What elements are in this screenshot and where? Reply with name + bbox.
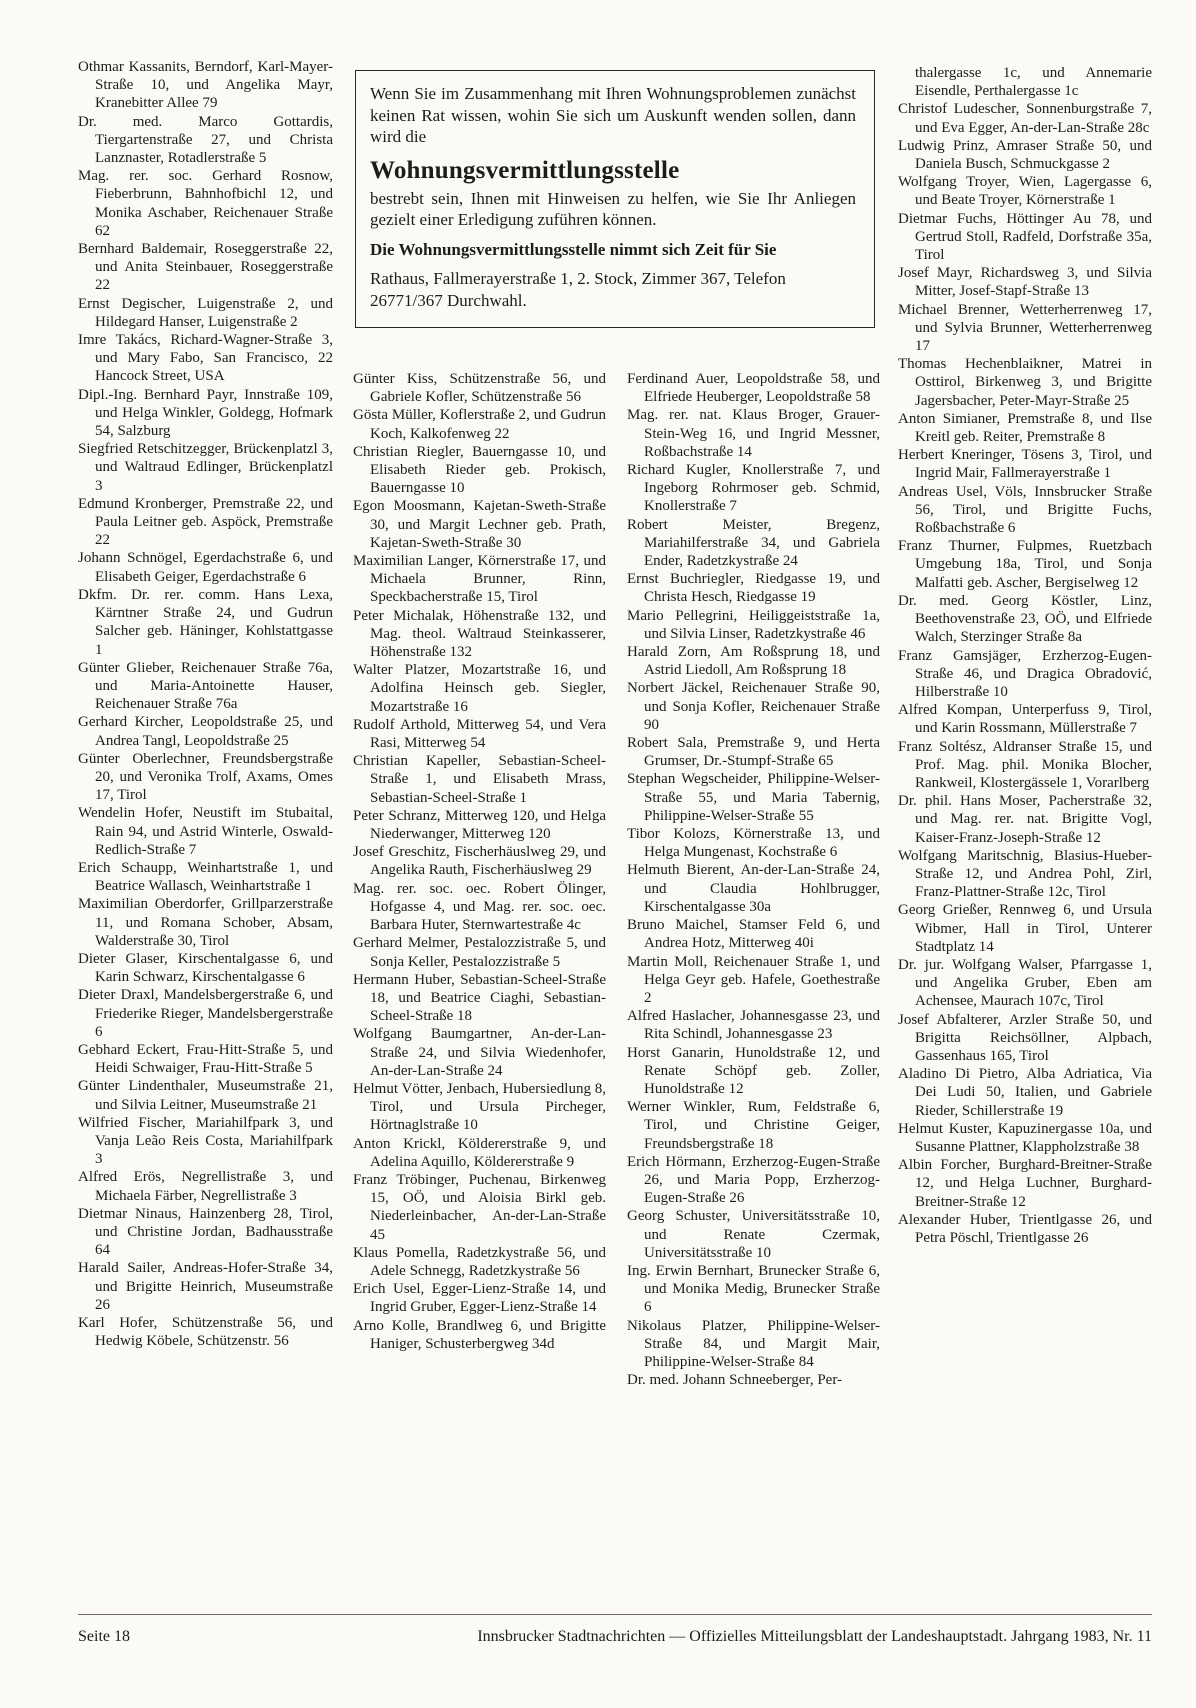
page-number: Seite 18 [78, 1628, 130, 1645]
marriage-entry: Dr. med. Georg Köstler, Linz, Beethovenstraße 23, OÖ, und Elfriede Walch, Sterzinger Straße 8a [898, 592, 1152, 646]
marriage-entry: Erich Usel, Egger-Lienz-Straße 14, und Ingrid Gruber, Egger-Lienz-Straße 14 [353, 1281, 606, 1316]
marriage-entry: Peter Michalak, Höhenstraße 132, und Mag. theol. Waltraud Steinkasserer, Höhenstraße 132 [353, 607, 606, 661]
footer-rule [78, 1614, 1152, 1615]
page-footer [78, 1628, 1152, 1646]
marriage-entry: Dietmar Fuchs, Höttinger Au 78, und Gertrud Stoll, Radfeld, Dorfstraße 35a, Tirol [898, 210, 1152, 264]
marriage-entry: Maximilian Oberdorfer, Grillparzerstraße 11, und Romana Schober, Absam, Walderstraße 30, Tirol [78, 896, 333, 949]
column-2 [353, 370, 606, 1353]
marriage-entry: Ludwig Prinz, Amraser Straße 50, und Daniela Busch, Schmuckgasse 2 [898, 137, 1152, 173]
marriage-entry: Mario Pellegrini, Heiliggeiststraße 1a, und Silvia Linser, Radetzkystraße 46 [627, 607, 880, 642]
marriage-entry: Christian Kapeller, Sebastian-Scheel-Straße 1, und Elisabeth Mrass, Sebastian-Scheel-Straße 1 [353, 753, 606, 806]
notice-body: bestrebt sein, Ihnen mit Hinweisen zu helfen, wie Sie Ihr Anliegen gezielt einer Erledigung zuführen können. [370, 188, 856, 229]
marriage-entry: Bruno Maichel, Stamser Feld 6, und Andrea Hotz, Mitterweg 40i [627, 917, 880, 952]
marriage-entry: Ernst Degischer, Luigenstraße 2, und Hildegard Hanser, Luigenstraße 2 [78, 295, 333, 330]
marriage-entry: Peter Schranz, Mitterweg 120, und Helga Niederwanger, Mitterweg 120 [353, 807, 606, 843]
marriage-entry: Dr. phil. Hans Moser, Pacherstraße 32, und Mag. rer. nat. Brigitte Vogl, Kaiser-Franz-Joseph-Straße 12 [898, 793, 1152, 846]
column-4 [898, 64, 1152, 1247]
marriage-entry: Rudolf Arthold, Mitterweg 54, und Vera Rasi, Mitterweg 54 [353, 716, 606, 752]
marriage-entry: Maximilian Langer, Körnerstraße 17, und Michaela Brunner, Rinn, Speckbacherstraße 15, Tirol [353, 553, 606, 606]
marriage-entry: Mag. rer. soc. Gerhard Rosnow, Fieberbrunn, Bahnhofbichl 12, und Monika Aschaber, Reichenauer Straße 62 [78, 168, 333, 239]
marriage-entry: Dr. med. Johann Schneeberger, Per- [627, 1372, 843, 1389]
marriage-entry: Josef Abfalterer, Arzler Straße 50, und Brigitta Reichsöllner, Alpbach, Gassenhaus 165, Tirol [898, 1011, 1152, 1064]
marriage-entry: Othmar Kassanits, Berndorf, Karl-Mayer-Straße 10, und Angelika Mayr, Kranebitter Allee 79 [78, 59, 333, 112]
marriage-entry: Gebhard Eckert, Frau-Hitt-Straße 5, und Heidi Schwaiger, Frau-Hitt-Straße 5 [78, 1041, 333, 1077]
notice-intro: Wenn Sie im Zusammenhang mit Ihren Wohnungsproblemen zunächst keinen Rat wissen, wohin Sie sich um Auskunft wenden sollen, dann wird die [370, 84, 856, 146]
marriage-entry: Michael Brenner, Wetterherrenweg 17, und Sylvia Brunner, Wetterherrenweg 17 [898, 301, 1152, 355]
marriage-entry: Franz Thurner, Fulpmes, Ruetzbach Umgebung 18a, Tirol, und Sonja Malfatti geb. Ascher, Bergiselweg 12 [898, 538, 1152, 591]
marriage-entry: Franz Gamsjäger, Erzherzog-Eugen-Straße 46, und Dragica Obradović, Hilberstraße 10 [898, 647, 1152, 700]
marriage-entry: Bernhard Baldemair, Roseggerstraße 22, und Anita Steinbauer, Roseggerstraße 22 [78, 241, 333, 294]
marriage-entry: Franz Soltész, Aldranser Straße 15, und Prof. Mag. phil. Monika Blocher, Rankweil, Klostergässele 1, Vorarlberg [898, 738, 1152, 791]
marriage-entry: Andreas Usel, Völs, Innsbrucker Straße 56, Tirol, und Brigitte Fuchs, Roßbachstraße 6 [898, 483, 1152, 537]
marriage-entry: Christian Riegler, Bauerngasse 10, und Elisabeth Rieder geb. Prokisch, Bauerngasse 10 [353, 443, 606, 497]
marriage-entry: Erich Schaupp, Weinhartstraße 1, und Beatrice Wallasch, Weinhartstraße 1 [78, 859, 333, 895]
marriage-entry: Franz Tröbinger, Puchenau, Birkenweg 15, OÖ, und Aloisia Birkl geb. Niederleinbacher, An-der-Lan-Straße 45 [353, 1171, 606, 1243]
marriage-entry: Robert Sala, Premstraße 9, und Herta Grumser, Dr.-Stumpf-Straße 65 [627, 735, 880, 770]
marriage-entry: Egon Moosmann, Kajetan-Sweth-Straße 30, und Margit Lechner geb. Prath, Kajetan-Sweth-Straße 30 [353, 498, 606, 551]
marriage-entry: Anton Simianer, Premstraße 8, und Ilse Kreitl geb. Reiter, Premstraße 8 [898, 410, 1152, 446]
marriage-entry: Anton Krickl, Köldererstraße 9, und Adelina Aquillo, Köldererstraße 9 [353, 1135, 606, 1170]
marriage-entry: Albin Forcher, Burghard-Breitner-Straße 12, und Helga Luchner, Burghard-Breitner-Straße 12 [898, 1157, 1152, 1210]
marriage-entry: Martin Moll, Reichenauer Straße 1, und Helga Geyr geb. Hafele, Goethestraße 2 [627, 953, 880, 1006]
marriage-entry: Günter Kiss, Schützenstraße 56, und Gabriele Kofler, Schützenstraße 56 [353, 371, 606, 406]
marriage-entry: Klaus Pomella, Radetzkystraße 56, und Adele Schnegg, Radetzkystraße 56 [353, 1244, 606, 1279]
marriage-entry: Richard Kugler, Knollerstraße 7, und Ingeborg Rohrmoser geb. Schmid, Knollerstraße 7 [627, 462, 880, 515]
marriage-entry: Edmund Kronberger, Premstraße 22, und Paula Leitner geb. Aspöck, Premstraße 22 [78, 495, 333, 549]
marriage-entry: Nikolaus Platzer, Philippine-Welser-Straße 84, und Margit Mair, Philippine-Welser-Straße 84 [627, 1317, 880, 1370]
column-3 [627, 370, 880, 1389]
marriage-entry: Herbert Kneringer, Tösens 3, Tirol, und Ingrid Mair, Fallmerayerstraße 1 [898, 447, 1152, 482]
marriage-entry: Karl Hofer, Schützenstraße 56, und Hedwig Köbele, Schützenstr. 56 [78, 1315, 333, 1350]
marriage-entry: Mag. rer. soc. oec. Robert Ölinger, Hofgasse 4, und Mag. rer. soc. oec. Barbara Huter, Sternwartestraße 4c [353, 880, 606, 934]
marriage-entry: Ing. Erwin Bernhart, Brunecker Straße 6, und Monika Medig, Brunecker Straße 6 [627, 1262, 880, 1316]
marriage-entry: Mag. rer. nat. Klaus Broger, Grauer-Stein-Weg 16, und Ingrid Messner, Roßbachstraße 14 [627, 407, 880, 460]
marriage-entry: Alexander Huber, Trientlgasse 26, und Petra Pöschl, Trientlgasse 26 [898, 1211, 1152, 1246]
marriage-entry: Christof Ludescher, Sonnenburgstraße 7, und Eva Egger, An-der-Lan-Straße 28c [898, 101, 1152, 136]
marriage-entry: Günter Oberlechner, Freundsbergstraße 20, und Veronika Trolf, Axams, Omes 17, Tirol [78, 750, 333, 804]
marriage-entry: Norbert Jäckel, Reichenauer Straße 90, und Sonja Kofler, Reichenauer Straße 90 [627, 680, 880, 733]
marriage-entry: Wendelin Hofer, Neustift im Stubaital, Rain 94, und Astrid Winterle, Oswald-Redlich-Straße 7 [78, 805, 333, 858]
marriage-entry: Dr. jur. Wolfgang Walser, Pfarrgasse 1, und Angelika Gruber, Eben am Achensee, Maurach 107c, Tirol [898, 956, 1152, 1010]
marriage-entry: Stephan Wegscheider, Philippine-Welser-Straße 55, und Maria Tabernig, Philippine-Welser-Straße 55 [627, 771, 880, 824]
marriage-entry: Günter Glieber, Reichenauer Straße 76a, und Maria-Antoinette Hauser, Reichenauer Straße 76a [78, 659, 333, 713]
marriage-entry: Dkfm. Dr. rer. comm. Hans Lexa, Kärntner Straße 24, und Gudrun Salcher geb. Häninger, Kohlstattgasse 1 [78, 586, 333, 658]
marriage-entry: Josef Greschitz, Fischerhäuslweg 29, und Angelika Rauth, Fischerhäuslweg 29 [353, 844, 606, 879]
marriage-entry: Robert Meister, Bregenz, Mariahilferstraße 34, und Gabriela Ender, Radetzkystraße 24 [627, 516, 880, 570]
marriage-entry: Georg Schuster, Universitätsstraße 10, und Renate Czermak, Universitätsstraße 10 [627, 1208, 880, 1261]
marriage-entry: Ferdinand Auer, Leopoldstraße 58, und Elfriede Heuberger, Leopoldstraße 58 [627, 371, 880, 406]
marriage-entry: Werner Winkler, Rum, Feldstraße 6, Tirol, und Christine Geiger, Freundsbergstraße 18 [627, 1099, 880, 1152]
marriage-entry: Wolfgang Troyer, Wien, Lagergasse 6, und Beate Troyer, Körnerstraße 1 [898, 174, 1152, 209]
marriage-entry: Erich Hörmann, Erzherzog-Eugen-Straße 26, und Maria Popp, Erzherzog-Eugen-Straße 26 [627, 1153, 880, 1207]
marriage-entry: Johann Schnögel, Egerdachstraße 6, und Elisabeth Geiger, Egerdachstraße 6 [78, 550, 333, 585]
marriage-entry: Wolfgang Maritschnig, Blasius-Hueber-Straße 12, und Andrea Pohl, Zirl, Franz-Plattner-Straße 12c, Tirol [898, 847, 1152, 901]
marriage-entry: Georg Grießer, Rennweg 6, und Ursula Wibmer, Hall in Tirol, Unterer Stadtplatz 14 [898, 902, 1152, 955]
marriage-entry: Horst Ganarin, Hunoldstraße 12, und Renate Schöpf geb. Zoller, Hunoldstraße 12 [627, 1044, 880, 1097]
publication-line: Innsbrucker Stadtnachrichten — Offizielles Mitteilungsblatt der Landeshauptstadt. Jahrgang 1983, Nr. 11 [477, 1628, 1152, 1645]
marriage-entry: Dieter Draxl, Mandelsbergerstraße 6, und Friederike Rieger, Mandelsbergerstraße 6 [78, 987, 333, 1040]
marriage-entry: Arno Kolle, Brandlweg 6, und Brigitte Haniger, Schusterbergweg 34d [353, 1317, 606, 1352]
marriage-entry: Aladino Di Pietro, Alba Adriatica, Via Dei Ludi 50, Italien, und Gabriele Rieder, Schillerstraße 19 [898, 1066, 1152, 1119]
marriage-entry: Alfred Haslacher, Johannesgasse 23, und Rita Schindl, Johannesgasse 23 [627, 1008, 880, 1043]
marriage-entry: Dietmar Ninaus, Hainzenberg 28, Tirol, und Christine Jordan, Badhausstraße 64 [78, 1205, 333, 1259]
marriage-entry: Alfred Erös, Negrellistraße 3, und Michaela Färber, Negrellistraße 3 [78, 1169, 333, 1204]
marriage-entry: Dieter Glaser, Kirschentalgasse 6, und Karin Schwarz, Kirschentalgasse 6 [78, 950, 333, 986]
marriage-entry: Gerhard Melmer, Pestalozzistraße 5, und Sonja Keller, Pestalozzistraße 5 [353, 935, 606, 970]
marriage-entry: Hermann Huber, Sebastian-Scheel-Straße 18, und Beatrice Ciaghi, Sebastian-Scheel-Straße 18 [353, 971, 606, 1025]
marriage-entry: Dipl.-Ing. Bernhard Payr, Innstraße 109, und Helga Winkler, Goldegg, Hofmark 54, Salzburg [78, 386, 333, 440]
marriage-entry: thalergasse 1c, und Annemarie Eisendle, Perthalergasse 1c [915, 65, 1152, 100]
column-1 [78, 58, 333, 1350]
marriage-entry: Helmut Kuster, Kapuzinergasse 10a, und Susanne Plattner, Klappholzstraße 38 [898, 1120, 1152, 1155]
marriage-entry: Gerhard Kircher, Leopoldstraße 25, und Andrea Tangl, Leopoldstraße 25 [78, 714, 333, 749]
marriage-entry: Ernst Buchriegler, Riedgasse 19, und Christa Hesch, Riedgasse 19 [627, 571, 880, 606]
marriage-entry: Wilfried Fischer, Mariahilfpark 3, und Vanja Leão Reis Costa, Mariahilfpark 3 [78, 1114, 333, 1168]
marriage-entry: Siegfried Retschitzegger, Brückenplatzl 3, und Waltraud Edlinger, Brückenplatzl 3 [78, 441, 333, 494]
marriage-entry: Walter Platzer, Mozartstraße 16, und Adolfina Heinsch geb. Siegler, Mozartstraße 16 [353, 662, 606, 715]
notice-title: Wohnungsvermittlungsstelle [370, 156, 680, 184]
marriage-entry: Thomas Hechenblaikner, Matrei in Osttirol, Birkenweg 3, und Brigitte Jagersbacher, Peter-Mayr-Straße 25 [898, 356, 1152, 409]
marriage-entry: Helmuth Bierent, An-der-Lan-Straße 24, und Claudia Hohlbrugger, Kirschentalgasse 30a [627, 862, 880, 915]
marriage-entry: Dr. med. Marco Gottardis, Tiergartenstraße 27, und Christa Lanznaster, Rotadlerstraße 5 [78, 113, 333, 167]
marriage-entry: Gösta Müller, Koflerstraße 2, und Gudrun Koch, Kalkofenweg 22 [353, 407, 606, 442]
marriage-entry: Harald Sailer, Andreas-Hofer-Straße 34, und Brigitte Heinrich, Museumstraße 26 [78, 1260, 333, 1313]
marriage-entry: Helmut Vötter, Jenbach, Hubersiedlung 8, Tirol, und Ursula Pircheger, Hörtnaglstraße 10 [353, 1080, 606, 1134]
notice-box [355, 70, 875, 328]
notice-address: Rathaus, Fallmerayerstraße 1, 2. Stock, Zimmer 367, Telefon 26771/367 Durchwahl. [370, 269, 786, 310]
marriage-entry: Imre Takács, Richard-Wagner-Straße 3, und Mary Fabo, San Francisco, 22 Hancock Street, USA [78, 332, 333, 385]
marriage-entry: Harald Zorn, Am Roßsprung 18, und Astrid Liedoll, Am Roßsprung 18 [627, 644, 880, 679]
notice-bold-line: Die Wohnungsvermittlungsstelle nimmt sich Zeit für Sie [370, 239, 777, 259]
marriage-entry: Tibor Kolozs, Körnerstraße 13, und Helga Mungenast, Kochstraße 6 [627, 826, 880, 861]
marriage-entry: Wolfgang Baumgartner, An-der-Lan-Straße 24, und Silvia Wiedenhofer, An-der-Lan-Straße 24 [353, 1026, 606, 1079]
marriage-entry: Günter Lindenthaler, Museumstraße 21, und Silvia Leitner, Museumstraße 21 [78, 1078, 333, 1113]
marriage-entry: Josef Mayr, Richardsweg 3, und Silvia Mitter, Josef-Stapf-Straße 13 [898, 265, 1152, 300]
marriage-entry: Alfred Kompan, Unterperfuss 9, Tirol, und Karin Rossmann, Müllerstraße 7 [898, 702, 1152, 737]
